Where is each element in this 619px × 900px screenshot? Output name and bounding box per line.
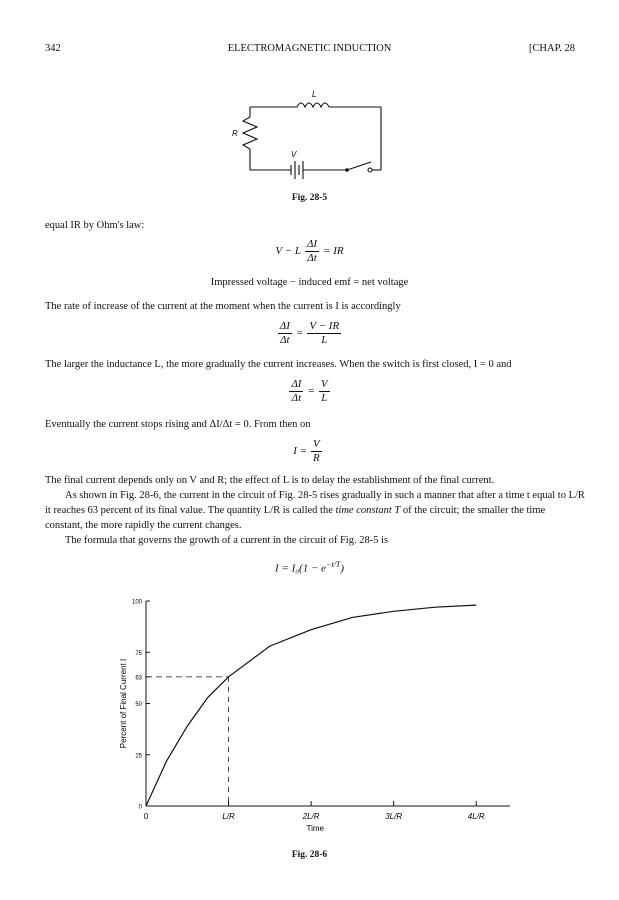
paragraph-5: The final current depends only on V and R; the effect of L is to delay the establishment of the final current. <box>45 475 495 486</box>
paragraph-2: The rate of increase of the current at the moment when the current is I is accordingly <box>45 301 401 312</box>
fig6-caption: Fig. 28-6 <box>291 850 328 860</box>
page-number: 342 <box>45 43 61 54</box>
switch-blade <box>347 162 371 170</box>
y-tick-label: 50 <box>135 702 142 708</box>
y-tick-label: 0 <box>138 804 142 811</box>
resistor-zigzag <box>243 117 257 149</box>
y-tick-label: 25 <box>135 753 142 760</box>
y-tick-label: 75 <box>135 650 142 657</box>
label-L: L <box>312 90 317 99</box>
x-tick-label: 4L/R <box>467 812 485 821</box>
chapter-label: [CHAP. 28 <box>528 43 575 54</box>
current-growth-chart <box>110 590 510 840</box>
y-tick-label: 63 <box>135 675 142 682</box>
equation-1: V − L $\frac{\Delta I}{\Delta t}$ = IR <box>275 238 344 264</box>
paragraph-3: The larger the inductance L, the more gradually the current increases. When the switch is first closed, I = 0 and <box>45 359 512 370</box>
equation-3: $\frac{\Delta I}{\Delta t}$ = $\frac{V}{L}$ <box>291 378 328 404</box>
fig5-caption: Fig. 28-5 <box>291 193 328 203</box>
label-V: V <box>291 150 297 159</box>
running-title: ELECTROMAGNETIC INDUCTION <box>227 43 392 54</box>
x-axis-label: Time <box>306 824 324 833</box>
equation-5: $I = I_0(1 - e^{-t/T})$ <box>274 560 344 575</box>
equation-1-description: Impressed voltage − induced emf = net voltage <box>210 277 409 288</box>
circuit-diagram <box>225 85 395 180</box>
y-axis-label: Percent of Final Current I <box>119 658 128 749</box>
current-growth-curve <box>146 605 476 806</box>
x-tick-label: 3L/R <box>385 812 403 821</box>
paragraph-4: Eventually the current stops rising and ΔI/Δt = 0. From then on <box>45 419 311 430</box>
equation-4: I = $\frac{V}{R}$ <box>293 438 320 464</box>
y-tick-label: 100 <box>131 599 142 606</box>
equation-2: $\frac{\Delta I}{\Delta t}$ = $\frac{V - IR}{L}$ <box>279 320 340 346</box>
switch-contact <box>368 168 372 172</box>
paragraph-1: equal IR by Ohm's law: <box>45 220 145 231</box>
inductor-coil <box>297 103 329 107</box>
paragraph-7: The formula that governs the growth of a current in the circuit of Fig. 28-5 is <box>65 535 389 546</box>
x-tick-label: 0 <box>143 812 149 821</box>
x-tick-label: 2L/R <box>302 812 320 821</box>
label-R: R <box>232 129 238 138</box>
paragraph-6: As shown in Fig. 28-6, the current in the circuit of Fig. 28-5 rises gradually in such a manner that after a time t equal to L/R it reaches 63 percent of its final value. The quantity L/R is called the time constant T of the circuit; the smaller the time constant, the more rapidly the current changes. <box>45 490 585 531</box>
x-tick-label: L/R <box>222 812 235 821</box>
